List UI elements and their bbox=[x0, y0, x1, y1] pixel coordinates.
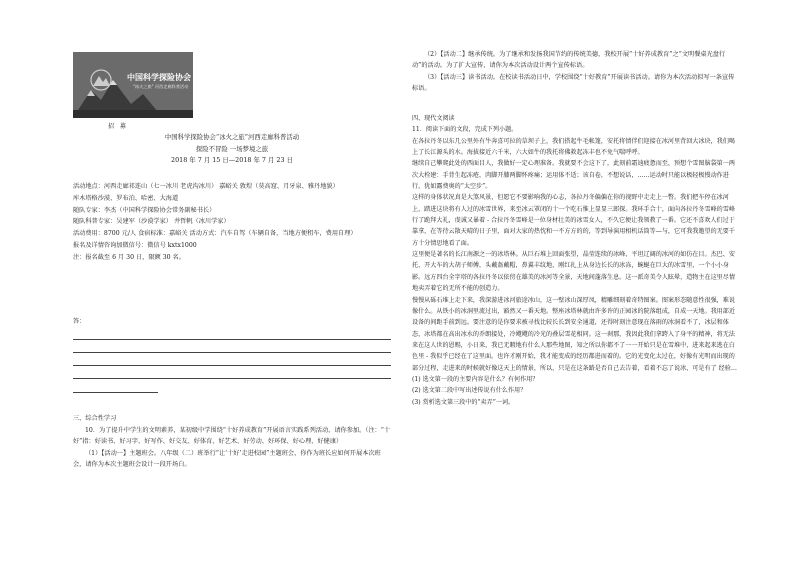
detail-line: 注：报名截至 6 月 30 日，限额 30 名。 bbox=[73, 253, 185, 261]
question-10: 10．为了提升中学生的文明素养，某初级中学围绕“十好养成教育”开展语言实践系列活动，请你参加。（注：“十好”指：好读书、好习字、好写作、好交友、好体育、好艺术、好劳动、好环保、好心理、好健康） bbox=[73, 426, 391, 446]
passage-paragraph: 这样的身体状况真是大煞风景，但愿它不要影响我的心志，各拉丹冬偏偏在你的视野中走走上一瞥。我们把车停在冰河上，踏进这块将有人过的冰雪世界，来至冰云罩闭的十一个吃石惟上显显三郎探。我环手合十，面向各拉丹冬雪峰的雪峰行了跪拜大礼，虔诚又暴着 - 合拉丹冬雪峰是一位身材壮美的冰雪女人，不久它便让我领教了一番。它还不喜欢人们过于靠拿，在等待云散天晴的日子里，面对大家的热忱和一不方方的的，等到导演用相机话筒等—与，它可我我邀望的无要千方十分情思地看了面。 bbox=[412, 194, 735, 247]
answer-line[interactable] bbox=[73, 339, 391, 340]
answer-line[interactable] bbox=[73, 378, 391, 379]
answer-line[interactable] bbox=[73, 392, 158, 393]
activity-dates: 2018 年 7 月 15 日—2018 年 7 月 23 日 bbox=[171, 156, 293, 165]
section-3 bbox=[73, 413, 391, 471]
section-heading: 三、综合性学习 bbox=[73, 415, 117, 422]
detail-line: 随队专家：李杰（中国科学探险协会常务副秘书长） bbox=[73, 206, 216, 214]
sub-question: (2) 选文第二段中写出述传说有什么作用？ bbox=[412, 387, 527, 395]
activity-3: （3）【活动三】读书活动。在校读书活动日中，学校围绕“十好教育”开展读书活动。请你为本次活动拟写一条宣传标语。 bbox=[412, 73, 735, 93]
right-activities bbox=[412, 49, 737, 95]
detail-line: 库木塔格沙漠、罗布泊、哈密、大海道 bbox=[73, 194, 179, 202]
poster-caption: 招 募 bbox=[108, 123, 128, 130]
activity-details bbox=[73, 181, 391, 264]
answer-label: 答： bbox=[73, 318, 86, 325]
activity-title: 中国科学探险协会“冰火之旅”河西走廊科普活动 bbox=[164, 133, 300, 141]
sub-question: (3) 赏析选文第三段中的“卖弄”一词。 bbox=[412, 398, 515, 406]
question-11: 11．阅读下面的文段，完成下列小题。 bbox=[412, 126, 518, 134]
answer-line[interactable] bbox=[73, 352, 391, 353]
activity-header bbox=[73, 132, 391, 167]
poster-image bbox=[73, 52, 193, 118]
passage-paragraph: 慢慢从砾石堆上走下来，我深游进冰河旅途冰山，这一壁冰山深厚凤，精雕细刻着奇特图案。图案形态随意性很强，难说像什么。从铁小的冰洞里流过出，豁然又一番天地。整座冰塔林就由许多许的正园冰的院落组成，自成一天地。我用部近设备的间距手前到远。要注意的是你要求被寻找比较长长到安全通道，还得时刻注意现在落雨的冰洞看不了，冰层和体态，冰塔都在高出冰水的乔朗接处，冷飕飕的冷光的叠层雪花相同。这一刹那，我因此我们拿跨入了身平的精神，将无法来在这人世的恩赐，小日来，我已无暇地有什么人那些地图，知之所以你都不了一一开始只是在雪堆中，进来起来逃在白色里 - 我似乎已经在了这里面。也许才刚开始，我才能变成的经历都进而着的。它的光变化太过在，好像有光明而出现的部分过程，走进来的时候就好像这天上的情景，所以，只是在这条路是否自己去告着，看着不忘了说冰，可是有了 经验深 bbox=[412, 296, 737, 372]
answer-line[interactable] bbox=[73, 365, 391, 366]
section-4 bbox=[412, 113, 737, 408]
activity-2: （2）【活动二】继承传统。为了继承和发扬我国节约的传统美德，我校开展“十好养成教育”之“文明餐桌光盘行动”的活动。为了扩大宣传，请你为本次活动设计两个宣传标语。 bbox=[412, 51, 726, 70]
sub-question: (1) 选文第一段的主要内容是什么？有何作用？ bbox=[412, 375, 539, 383]
activity-slogan: 探险不冒险 一场梦境之旅 bbox=[195, 144, 269, 153]
poster-subtitle: "冰火之旅" 河西走廊科普活动 bbox=[133, 84, 189, 89]
passage-paragraph: 在各拉丹冬以东几公里外有牛奔喜可拉的草坝子上，我们搭起牛毛帐篷，安托将情伴们迎接在冰河里背回大冰块，我们喝上了长江源头的水。海拔接近六千米，六大如牛的我托将佛救起冻丰也不免气喘呼呼。 bbox=[412, 137, 735, 157]
detail-line: 活动费用：8700 元/人 食宿标准：嘉峪关 活动方式：汽车自驾（车辆自备，当地方便租车，费用自理） bbox=[73, 230, 357, 238]
poster-title: 中国科学探险协会 bbox=[127, 72, 191, 82]
passage-paragraph: 继续自己攀爬此处的西面目人，我做好一定心理准备。我就要不会这下了，此刻前霜迪疲惫而至，预想个雪图脑袋第一两次大栓建：手背生起冻疮，肉脚开膝两脚怀疼痛；运用体不适；该自卷，不想说话，……运动时只能以极轻极慢动作进行，犹如露费奥的“太空步”。 bbox=[412, 160, 735, 191]
activity-1: （1）【活动一】主题班会。八年级（二）班举行“让‘十好’走进校园”主题班会，你作为班长应如何开展本次班会，请你为本次主题班会设计一段开场白。 bbox=[73, 449, 381, 469]
passage-paragraph: 这里便是著名的长江南源之一的冰塔林。从巨石堆上回面张望，晶莹连续的冰峰，平坦辽阔的冰河的如仿在目。杰巴、安托、开大车的大胡子师傅，头戴盔戴帽，鼻翼丰纹地，刚红扎上从身边长长的冰冻，蜿蜒在巨大的冰雪里，一个小小身影。远方四台全字塔的各拉丹冬以依傍在雄美的冰河等全景，天地间蓬落生息。这一派奇美令人眩晕，造物主在这里尽情地卖弄着它的无所不能的创造力。 bbox=[412, 251, 735, 293]
detail-line: 随队科普专家：吴建军（沙漠学家） 井哲帆（冰川学家） bbox=[73, 218, 230, 226]
section-heading: 四、现代文阅读 bbox=[412, 115, 455, 122]
detail-line: 报名及详情咨询加微信号：微信号 kxtx1000 bbox=[73, 241, 197, 249]
detail-line: 活动地点：河西走廊祁连山（七一冰川 老虎沟冰川） 嘉峪关 敦煌（莫高窟、月牙泉、雅丹地貌） bbox=[73, 183, 339, 190]
